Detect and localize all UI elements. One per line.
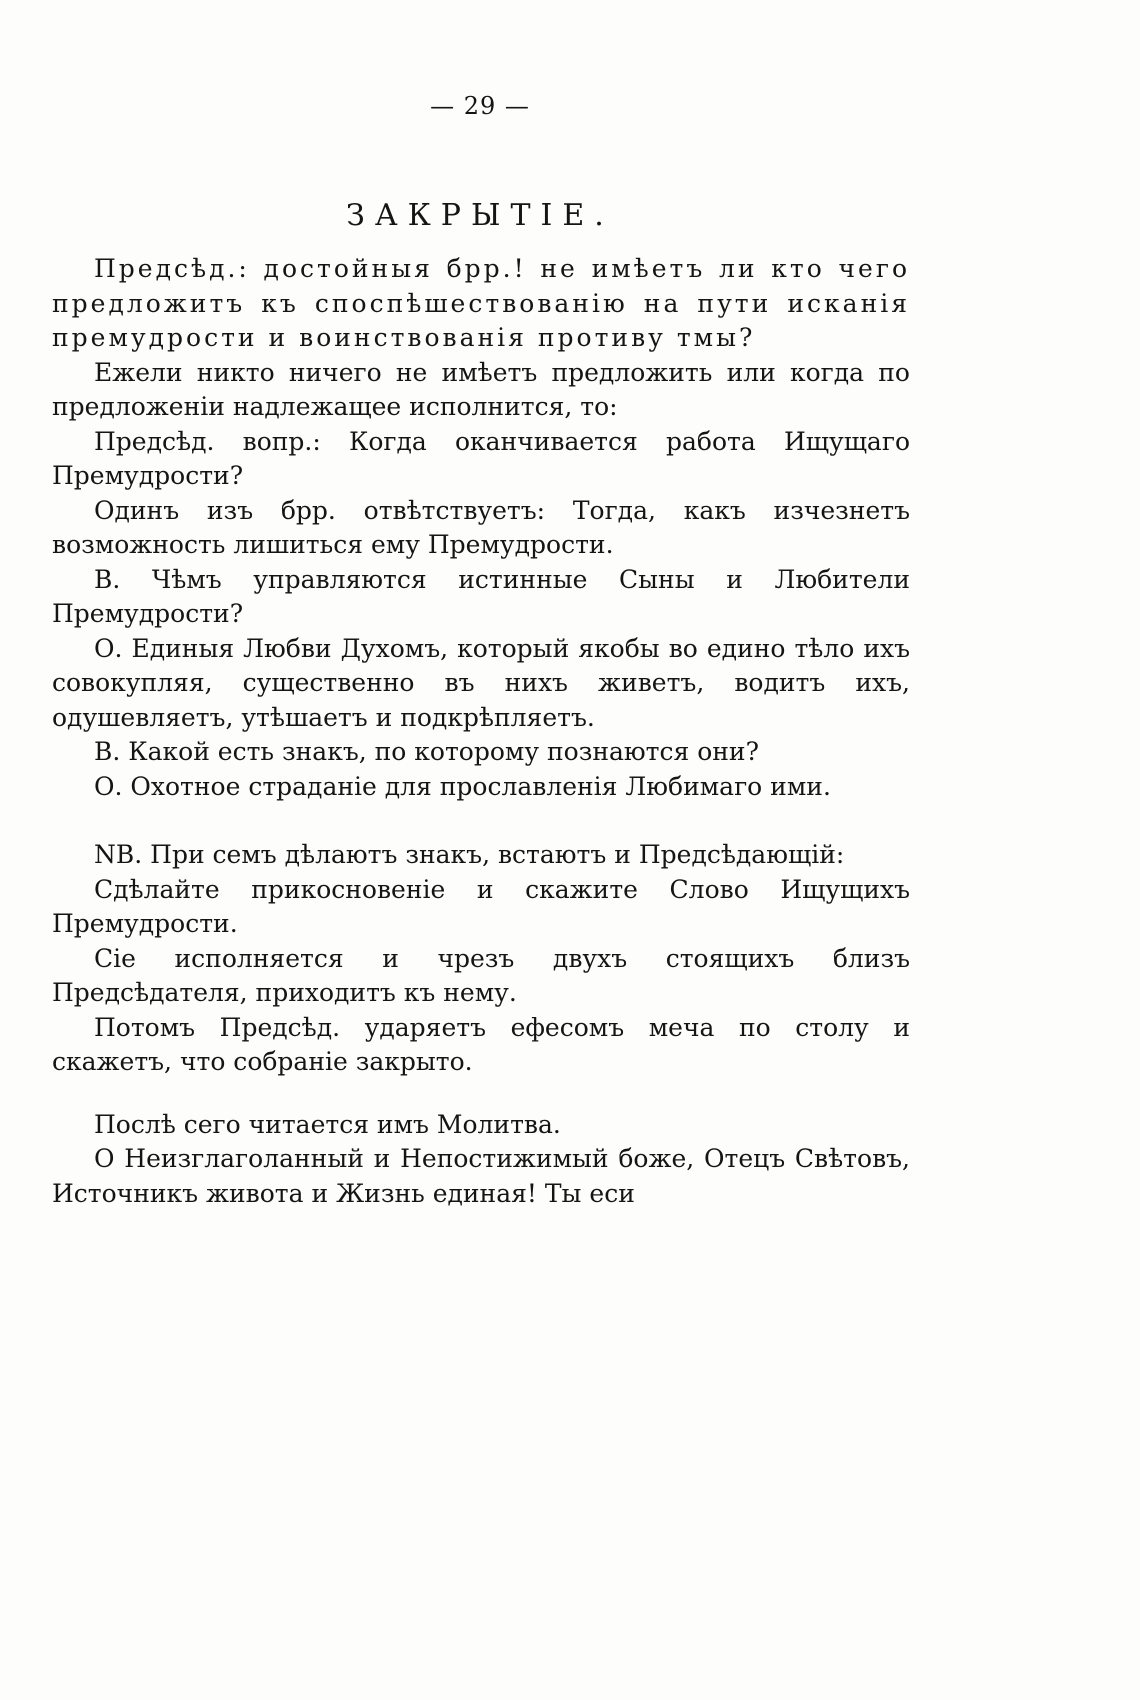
paragraph-instruction: Ежели никто ничего не имѣетъ предложить или когда по предложеніи надлежащее исполнится, то: [52,357,910,421]
paragraph-sword-strike: Потомъ Предсѣд. ударяетъ ефесомъ меча по столу и скажетъ, что собраніе закрыто. [52,1012,910,1076]
paragraph-touch-word: Сдѣлайте прикосновеніе и скажите Слово Ищущихъ Премудрости. [52,874,910,938]
section-title: ЗАКРЫТІЕ. [346,198,614,233]
page-number: — 29 — [430,92,530,120]
paragraph-answer-2: О. Охотное страданіе для прославленія Любимаго ими. [94,771,831,801]
section-gap [52,1080,910,1108]
paragraph-executed: Сіе исполняется и чрезъ двухъ стоящихъ близъ Предсѣдателя, приходитъ къ нему. [52,943,910,1007]
paragraph-prayer-intro: Послѣ сего читается имъ Молитва. [94,1109,561,1139]
body-text [52,252,910,1211]
paragraph-chairman-asks: Предсѣд. вопр.: Когда оканчивается работа Ищущаго Премудрости? [52,426,910,490]
paragraph-chairman-question: Предсѣд.: достойныя брр.! не имѣетъ ли кто чего предложитъ къ споспѣшествованію на пути исканія премудрости и воинствованія противу тмы? [52,254,910,352]
paragraph-nota-bene: NB. При семъ дѣлаютъ знакъ, встаютъ и Предсѣдающій: [94,840,845,869]
paragraph-answer-1: О. Единыя Любви Духомъ, который якобы во едино тѣло ихъ совокупляя, существенно въ нихъ живетъ, водитъ ихъ, одушевляетъ, утѣшаетъ и подкрѣпляетъ. [52,633,910,732]
paragraph-question-2: В. Какой есть знакъ, по которому познаются они? [94,737,760,766]
paragraph-prayer-text: О Неизглаголанный и Непостижимый боже, Отецъ Свѣтовъ, Источникъ живота и Жизнь единая! Ты еси [52,1144,910,1208]
paragraph-brother-answers: Одинъ изъ брр. отвѣтствуетъ: Тогда, какъ изчезнетъ возможность лишиться ему Премудрости. [52,495,910,559]
section-gap [52,804,910,838]
paragraph-question-1: В. Чѣмъ управляются истинные Сыны и Любители Премудрости? [52,564,910,628]
